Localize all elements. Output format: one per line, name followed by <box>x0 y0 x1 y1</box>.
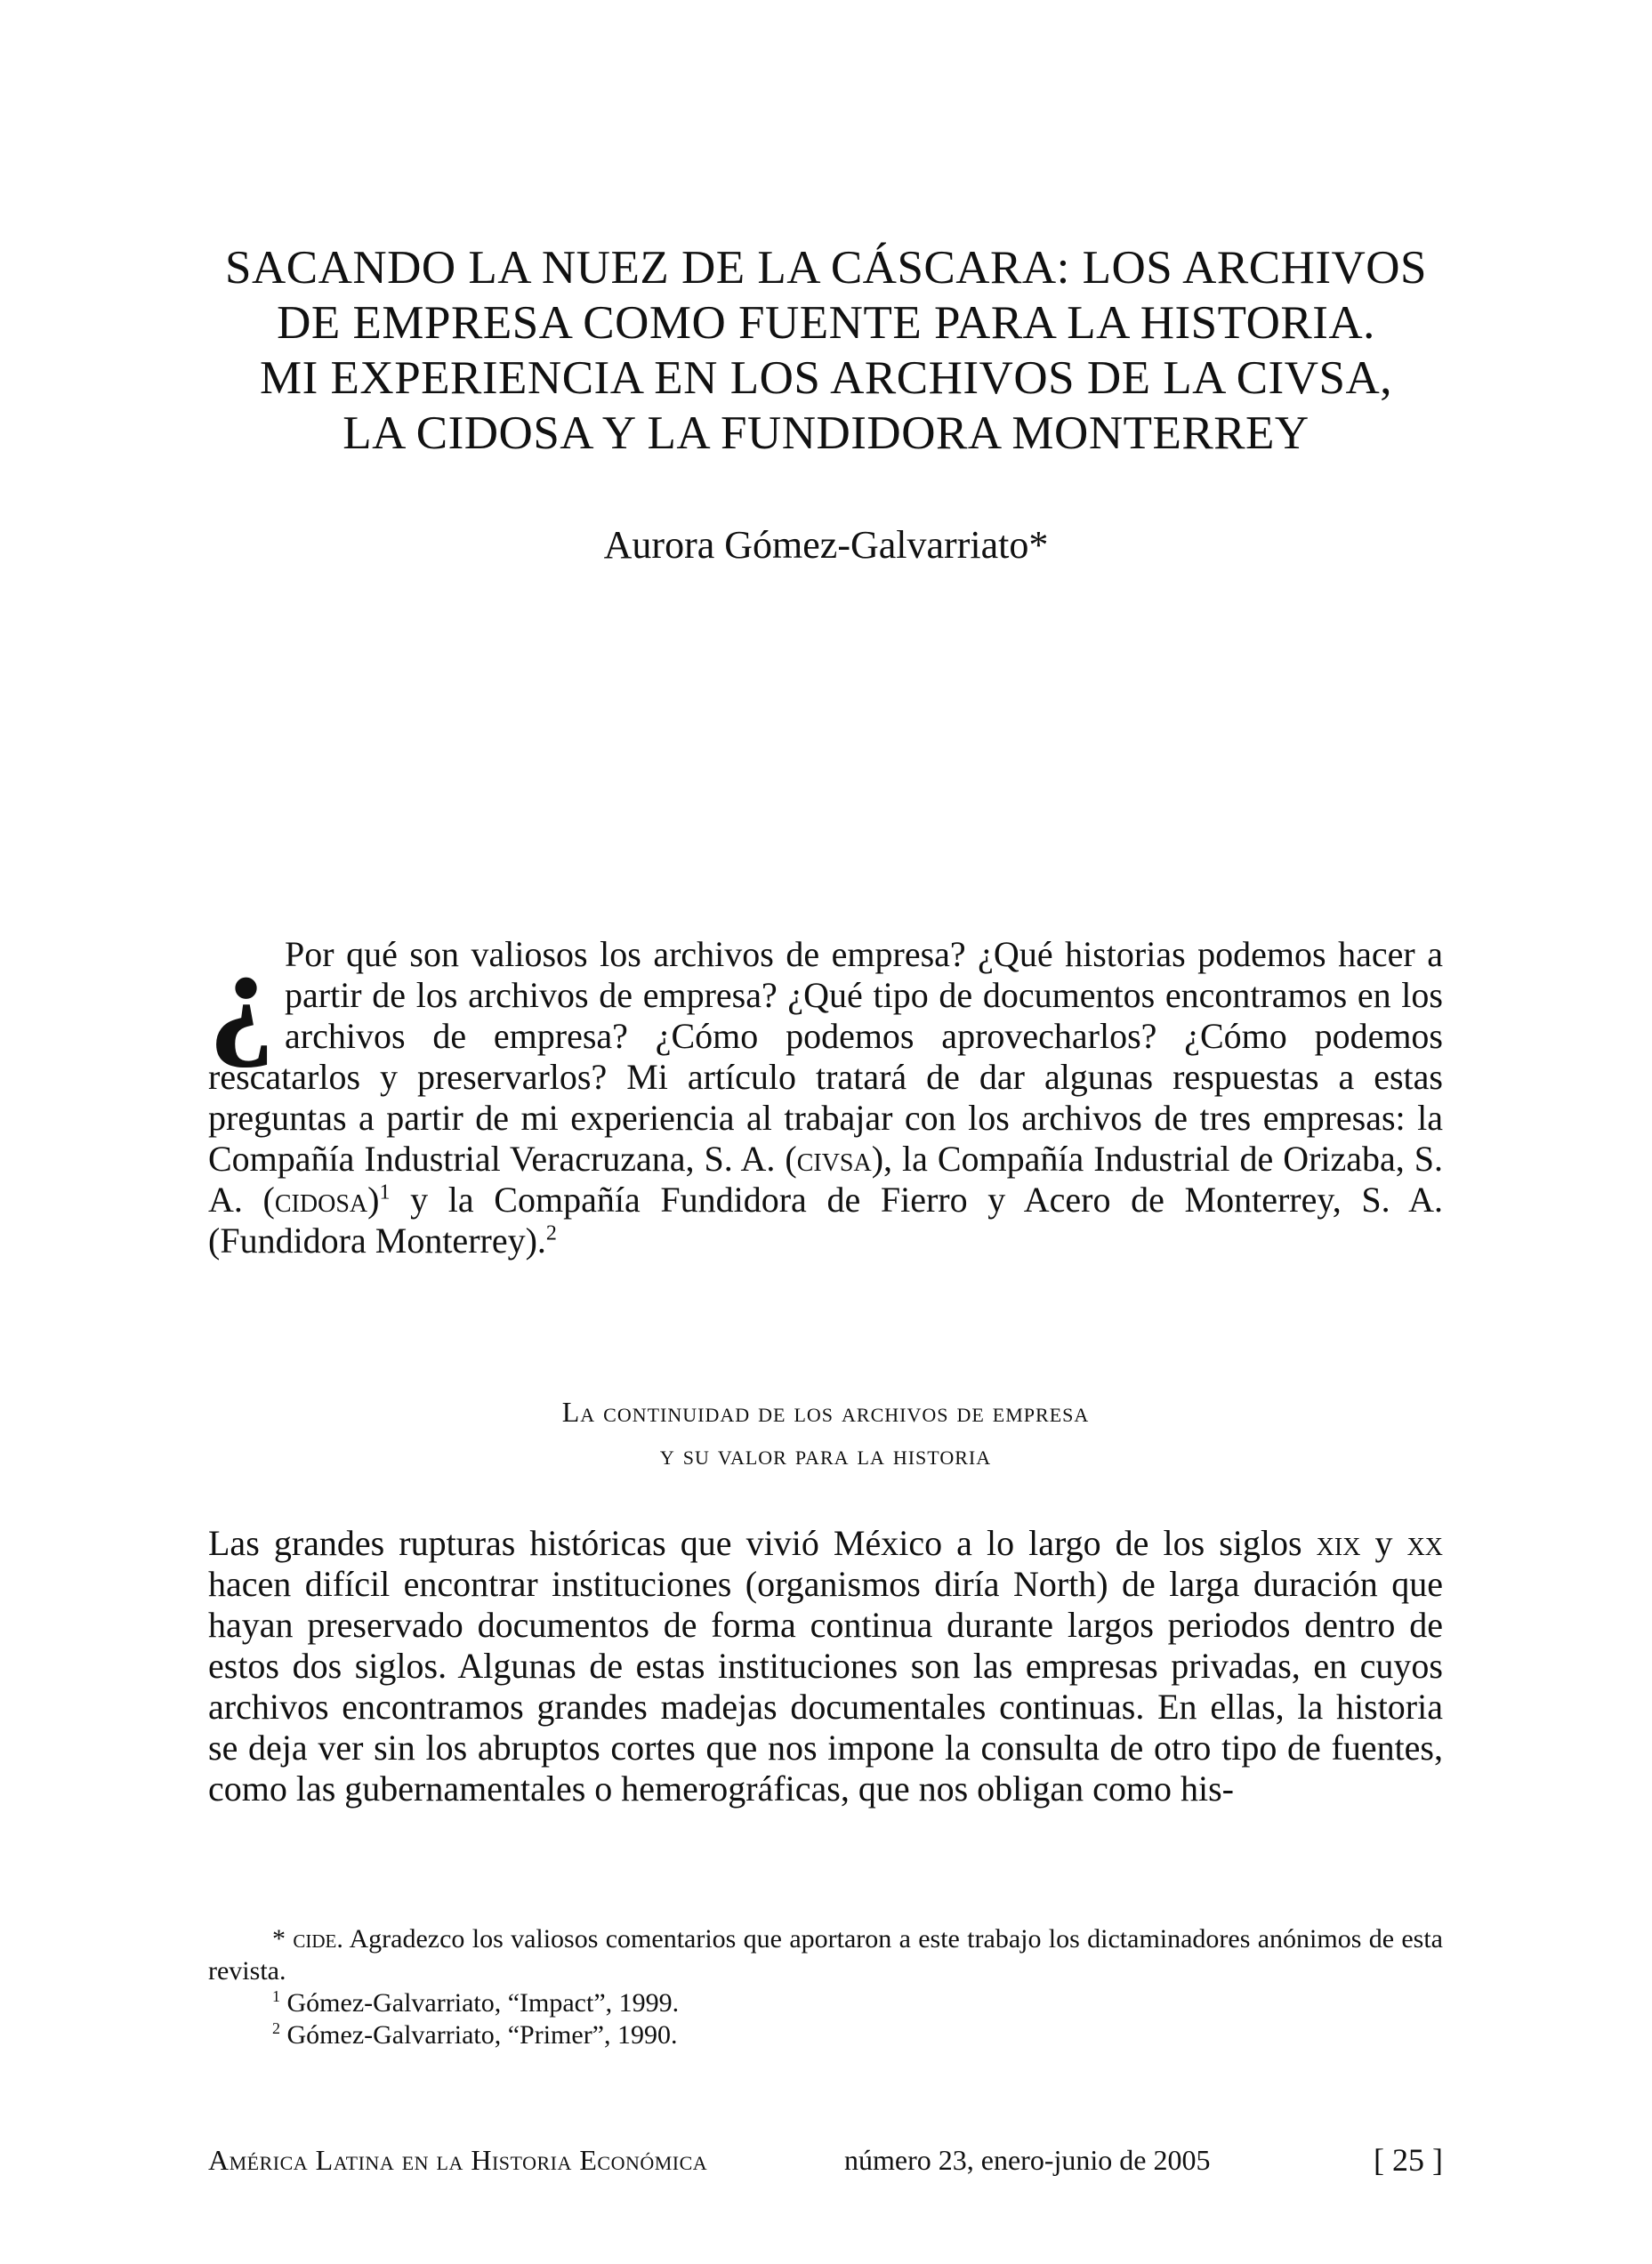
paragraph-text: y <box>1360 1523 1407 1563</box>
title-line: MI EXPERIENCIA EN LOS ARCHIVOS DE LA CIVSA, <box>260 352 1392 404</box>
section-heading <box>208 1390 1443 1476</box>
footnote-text: Gómez-Galvarriato, “Primer”, 1990. <box>286 2020 678 2050</box>
page-number: [ 25 ] <box>1374 2142 1443 2178</box>
footnote-ref-2[interactable]: 2 <box>545 1221 557 1245</box>
footnote-text: Gómez-Galvarriato, “Impact”, 1999. <box>286 1988 680 2018</box>
intro-text: ), la Compañía Industrial de Orizaba, S. A. ( <box>208 1139 1444 1220</box>
section-heading-line: y su valor para la historia <box>659 1438 992 1470</box>
footnote-ref-1[interactable]: 1 <box>379 1180 391 1205</box>
century-xix: xix <box>1316 1523 1361 1563</box>
paragraph-text: hacen difícil encontrar instituciones (organismos diría North) de larga duración que hayan preservado documentos de forma continua durante largos periodos dentro de estos dos siglos. Algunas de estas instituciones son las empresas privadas, en cuyos archivos encontramos grandes madejas documentales continuas. En ellas, la historia se deja ver sin los abruptos cortes que nos impone la consulta de otro tipo de fuentes, como las gubernamentales o hemerográficas, que nos obligan como his- <box>208 1564 1443 1809</box>
intro-text: ) <box>367 1180 380 1220</box>
drop-cap <box>208 922 275 1069</box>
title-line: LA CIDOSA Y LA FUNDIDORA MONTERREY <box>342 407 1310 459</box>
footnote-mark: * <box>272 1924 286 1954</box>
footnote-text: . Agradezco los valiosos comentarios que aportaron a este trabajo los dictaminadores anónimos de esta revista. <box>208 1924 1444 1986</box>
issue-info: número 23, enero-junio de 2005 <box>844 2144 1211 2176</box>
abbr-cide: cide <box>293 1924 337 1954</box>
journal-name: América Latina en la Historia Económica <box>208 2144 708 2176</box>
intro-text: Por qué son valiosos los archivos de empresa? ¿Qué historias podemos hacer a partir de los archivos de empresa? ¿Qué tipo de documentos encontramos en los archivos de empresa? ¿Cómo podemos aprovecharlos? ¿Cómo podemos rescatarlos y preservarlos? Mi artículo tratará de dar algunas respuestas a estas preguntas a partir de mi experiencia al trabajar con los archivos de tres empresas: la Compañía Industrial Veracruzana, S. A. ( <box>208 934 1443 1179</box>
footnote-2 <box>208 2019 1443 2051</box>
abbr-civsa: civsa <box>796 1139 872 1179</box>
title-line: SACANDO LA NUEZ DE LA CÁSCARA: LOS ARCHIVOS <box>224 242 1428 294</box>
abbr-cidosa: cidosa <box>274 1180 368 1220</box>
century-xx: xx <box>1406 1523 1444 1563</box>
author-name: Aurora Gómez-Galvarriato* <box>603 523 1049 567</box>
drop-cap-glyph: ¿ <box>208 922 275 1069</box>
title-line: DE EMPRESA COMO FUENTE PARA LA HISTORIA. <box>277 297 1375 349</box>
footnotes <box>208 1923 1443 2051</box>
footnote-mark: 2 <box>272 2019 280 2037</box>
section-heading-line: La continuidad de los archivos de empresa <box>561 1396 1090 1428</box>
body-paragraph <box>208 1523 1443 1809</box>
intro-text: y la Compañía Fundidora de Fierro y Acero de Monterrey, S. A. (Fundidora Monterrey). <box>208 1180 1443 1261</box>
paragraph-text: Las grandes rupturas históricas que vivió México a lo largo de los siglos <box>208 1523 1317 1563</box>
footnote-star <box>208 1923 1443 1987</box>
footnote-1 <box>208 1987 1443 2019</box>
intro-paragraph <box>208 922 1444 1261</box>
footnote-mark: 1 <box>272 1987 280 2005</box>
article-title <box>200 240 1452 461</box>
